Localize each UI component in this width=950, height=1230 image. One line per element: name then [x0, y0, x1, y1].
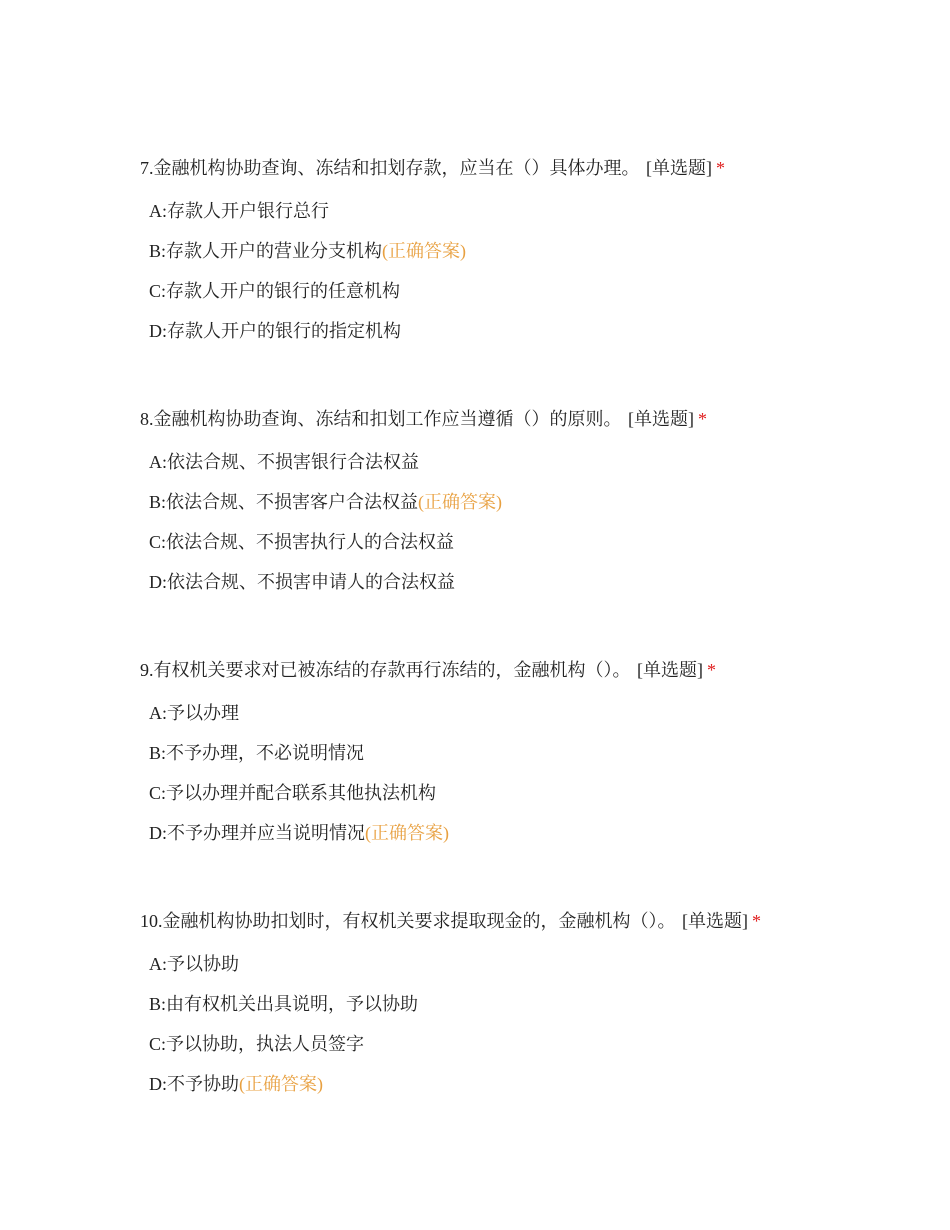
option-c[interactable] [149, 1031, 920, 1057]
question-title [140, 905, 920, 937]
question-7 [140, 152, 920, 344]
option-label: D:依法合规、不损害申请人的合法权益 [149, 572, 455, 592]
option-label: A:予以协助 [149, 954, 239, 974]
option-label: C:依法合规、不损害执行人的合法权益 [149, 532, 455, 552]
question-type-label: [单选题] [637, 660, 703, 680]
question-type-label: [单选题] [628, 409, 694, 429]
option-label: B:不予办理，不必说明情况 [149, 743, 365, 763]
option-label: C:予以办理并配合联系其他执法机构 [149, 783, 437, 803]
required-mark: * [707, 660, 716, 680]
option-list [140, 951, 920, 1097]
question-text: 7.金融机构协助查询、冻结和扣划存款，应当在（）具体办理。 [140, 158, 640, 178]
question-text: 10.金融机构协助扣划时，有权机关要求提取现金的，金融机构（）。 [140, 911, 676, 931]
correct-answer-tag: (正确答案) [239, 1074, 323, 1094]
option-list [140, 700, 920, 846]
option-d[interactable] [149, 820, 920, 846]
question-title [140, 403, 920, 435]
option-label: A:予以办理 [149, 703, 239, 723]
option-label: C:存款人开户的银行的任意机构 [149, 281, 401, 301]
option-label: D:不予办理并应当说明情况 [149, 823, 365, 843]
option-label: B:存款人开户的营业分支机构 [149, 241, 383, 261]
question-9 [140, 654, 920, 846]
question-10 [140, 905, 920, 1097]
option-label: A:依法合规、不损害银行合法权益 [149, 452, 419, 472]
option-a[interactable] [149, 449, 920, 475]
option-label: B:由有权机关出具说明，予以协助 [149, 994, 419, 1014]
option-a[interactable] [149, 700, 920, 726]
option-b[interactable] [149, 489, 920, 515]
option-label: C:予以协助，执法人员签字 [149, 1034, 365, 1054]
option-a[interactable] [149, 198, 920, 224]
option-c[interactable] [149, 529, 920, 555]
question-list [140, 152, 920, 1156]
question-title [140, 152, 920, 184]
question-type-label: [单选题] [646, 158, 712, 178]
question-text: 9.有权机关要求对已被冻结的存款再行冻结的，金融机构（）。 [140, 660, 631, 680]
option-label: D:不予协助 [149, 1074, 239, 1094]
question-type-label: [单选题] [682, 911, 748, 931]
option-label: D:存款人开户的银行的指定机构 [149, 321, 401, 341]
correct-answer-tag: (正确答案) [418, 492, 503, 512]
required-mark: * [752, 911, 761, 931]
required-mark: * [716, 158, 725, 178]
option-label: A:存款人开户银行总行 [149, 201, 329, 221]
option-b[interactable] [149, 991, 920, 1017]
option-a[interactable] [149, 951, 920, 977]
question-title [140, 654, 920, 686]
option-c[interactable] [149, 278, 920, 304]
option-d[interactable] [149, 569, 920, 595]
question-8 [140, 403, 920, 595]
correct-answer-tag: (正确答案) [382, 241, 467, 261]
option-list [140, 449, 920, 595]
question-text: 8.金融机构协助查询、冻结和扣划工作应当遵循（）的原则。 [140, 409, 622, 429]
option-b[interactable] [149, 238, 920, 264]
option-d[interactable] [149, 1071, 920, 1097]
option-c[interactable] [149, 780, 920, 806]
option-d[interactable] [149, 318, 920, 344]
option-b[interactable] [149, 740, 920, 766]
option-list [140, 198, 920, 344]
option-label: B:依法合规、不损害客户合法权益 [149, 492, 419, 512]
required-mark: * [698, 409, 707, 429]
correct-answer-tag: (正确答案) [365, 823, 449, 843]
